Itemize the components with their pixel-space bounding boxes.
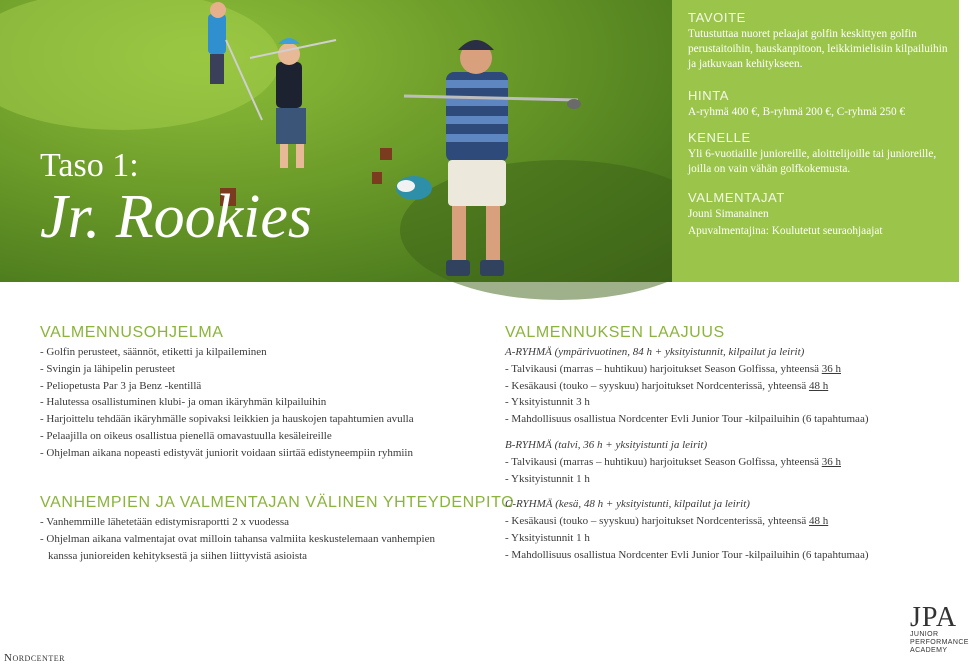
list-item: - Ohjelman aikana valmentajat ovat milloin tahansa valmiita keskustelemaan vanhempien	[40, 532, 435, 545]
hinta-block	[688, 88, 950, 120]
list-item: - Harjoittelu tehdään ikäryhmälle sopivaksi leikkien ja hauskojen tapahtumien avulla	[40, 413, 414, 426]
list-item: - Mahdollisuus osallistua Nordcenter Evli Junior Tour -kilpailuihin (6 tapahtumaa)	[505, 413, 869, 426]
list-item: - Peliopetusta Par 3 ja Benz -kentillä	[40, 379, 202, 392]
list-item-text: - Kesäkausi (touko – syyskuu) harjoitukset Nordcenterissä, yhteensä	[505, 515, 809, 528]
tavoite-text: Tutustuttaa nuoret pelaajat golfin keskittyen golfin perustaitoihin, hauskanpitoon, leikkimielisiin kilpailuihin ja jatkuvaan kehitykseen.	[688, 28, 948, 70]
program-name: Jr. Rookies	[40, 183, 313, 251]
list-item: - Yksityistunnit 3 h	[505, 396, 590, 409]
level-label: Taso 1:	[40, 147, 139, 184]
list-item: - Yksityistunnit 1 h	[505, 531, 590, 544]
hero-photo	[0, 0, 672, 282]
assistant-coaches: Apuvalmentajina: Koulutetut seuraohjaajat	[688, 225, 883, 237]
list-item: - Mahdollisuus osallistua Nordcenter Evli Junior Tour -kilpailuihin (6 tapahtumaa)	[505, 548, 869, 561]
list-item	[505, 378, 868, 395]
kenelle-block	[688, 130, 950, 177]
jpa-logo-line: JUNIOR	[910, 631, 939, 638]
yhteydenpito-heading: VANHEMPIEN JA VALMENTAJAN VÄLINEN YHTEYDENPITO	[40, 494, 515, 511]
hours-value: 36 h	[821, 455, 841, 468]
group-b-title: B-RYHMÄ (talvi, 36 h + yksityistunti ja leirit)	[505, 438, 708, 451]
list-item-text: - Kesäkausi (touko – syyskuu) harjoitukset Nordcenterissä, yhteensä	[505, 379, 809, 392]
group-a-title: A-RYHMÄ (ympärivuotinen, 84 h + yksityistunnit, kilpailut ja leirit)	[505, 346, 805, 358]
kenelle-text: Yli 6-vuotiaille junioreille, aloittelijoille tai junioreille, joilla on vain vähän golfkokemusta.	[688, 148, 937, 175]
hero-title	[40, 148, 312, 250]
valmentajat-block	[688, 190, 950, 239]
list-item	[505, 454, 868, 471]
list-item: kanssa junioreiden kehityksestä ja siihen liittyvistä asioista	[48, 549, 308, 562]
list-item	[505, 361, 868, 378]
info-panel	[672, 0, 959, 282]
list-item: - Ohjelman aikana nopeasti edistyvät juniorit voidaan siirtää edistyneempiin ryhmiin	[40, 446, 413, 459]
group-c-title: C-RYHMÄ (kesä, 48 h + yksityistunti, kilpailut ja leirit)	[505, 498, 750, 511]
list-item: - Halutessa osallistuminen klubi- ja oman ikäryhmän kilpailuihin	[40, 396, 327, 409]
nordcenter-logo: Nordcenter	[4, 652, 65, 664]
list-item: - Pelaajilla on oikeus osallistua pienellä omavastuulla kesäleireille	[40, 429, 332, 442]
laajuus-list	[505, 344, 868, 564]
jpa-logo-line: PERFORMANCE	[910, 639, 969, 646]
jpa-logo-mark: JPA	[910, 602, 958, 633]
kenelle-heading: KENELLE	[688, 130, 751, 145]
ohjelma-list	[40, 344, 414, 462]
coach-name: Jouni Simanainen	[688, 208, 769, 220]
tavoite-heading: TAVOITE	[688, 10, 746, 25]
jpa-logo	[910, 602, 969, 655]
hours-value: 36 h	[821, 362, 841, 375]
laajuus-heading: VALMENNUKSEN LAAJUUS	[505, 324, 725, 341]
list-item: - Vanhemmille lähetetään edistymisraportti 2 x vuodessa	[40, 516, 290, 528]
hinta-heading: HINTA	[688, 88, 730, 103]
jpa-logo-line: ACADEMY	[910, 647, 948, 654]
yhteydenpito-list	[40, 514, 435, 564]
hours-value: 48 h	[808, 515, 829, 528]
list-item-text: - Talvikausi (marras – huhtikuu) harjoitukset Season Golfissa, yhteensä	[505, 455, 822, 468]
list-item: - Svingin ja lähipelin perusteet	[40, 362, 176, 375]
list-item: - Yksityistunnit 1 h	[505, 472, 590, 485]
list-item: - Golfin perusteet, säännöt, etiketti ja kilpaileminen	[40, 346, 267, 358]
hinta-text: A-ryhmä 400 €, B-ryhmä 200 €, C-ryhmä 250 €	[688, 106, 906, 118]
list-item-text: - Talvikausi (marras – huhtikuu) harjoitukset Season Golfissa, yhteensä	[505, 362, 822, 375]
valmentajat-heading: VALMENTAJAT	[688, 190, 785, 205]
tavoite-block	[688, 10, 950, 72]
list-item	[505, 513, 868, 530]
hours-value: 48 h	[808, 379, 829, 392]
ohjelma-heading: VALMENNUSOHJELMA	[40, 324, 224, 341]
